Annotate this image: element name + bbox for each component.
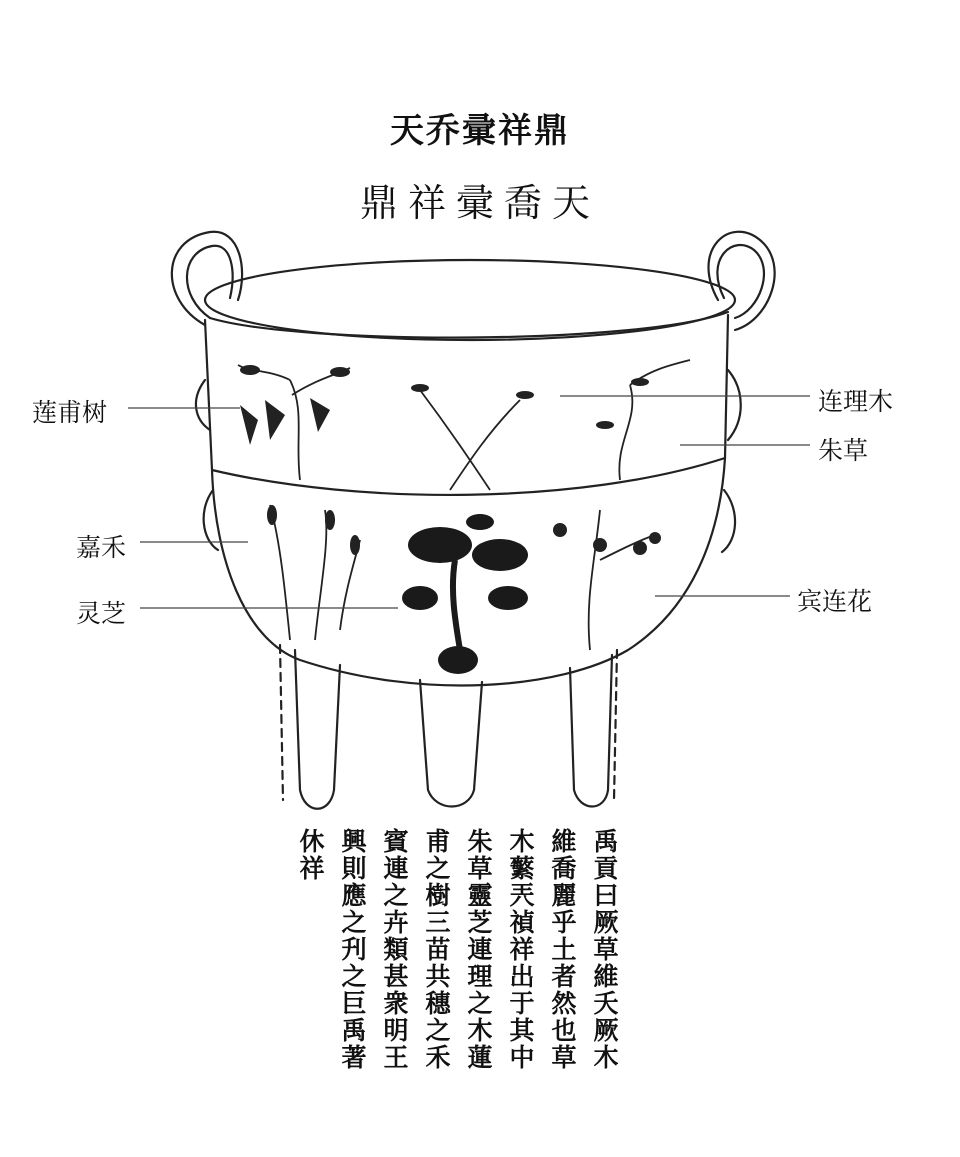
label-lian-fu-shu: 莲甫树	[32, 398, 108, 427]
inscription-column: 興則應之刋之巨禹著	[338, 828, 367, 1071]
inscription-column: 朱草靈芝連理之木蓮	[464, 828, 493, 1071]
inscription-column: 賓連之卉類甚衆明王	[380, 828, 409, 1071]
inscription-column: 禹貢曰厥草維夭厥木	[590, 828, 619, 1071]
label-jia-he: 嘉禾	[76, 533, 127, 562]
middle-leg	[420, 680, 482, 807]
page-title: 天乔彚祥鼎	[390, 111, 570, 151]
right-handle-inner	[717, 245, 764, 318]
inscription-column: 甫之樹三苗共穗之禾	[422, 828, 451, 1071]
label-bin-lian-hua: 宾连花	[797, 587, 873, 616]
label-ling-zhi: 灵芝	[76, 599, 127, 628]
label-lian-li-mu: 连理木	[818, 387, 894, 416]
label-zhu-cao: 朱草	[818, 436, 869, 465]
inscription-column: 木蘩兲禎祥出于其中	[506, 828, 535, 1071]
seal-script-title: 鼎祥彚喬天	[359, 181, 600, 225]
left-leg	[295, 650, 340, 809]
right-leg	[570, 655, 612, 807]
inscription-column: 休祥	[296, 828, 325, 882]
inscription-text	[280, 828, 620, 1128]
inscription-column: 維喬麗乎土者然也草	[548, 828, 577, 1071]
upper-band	[205, 315, 728, 495]
left-handle	[172, 232, 242, 325]
